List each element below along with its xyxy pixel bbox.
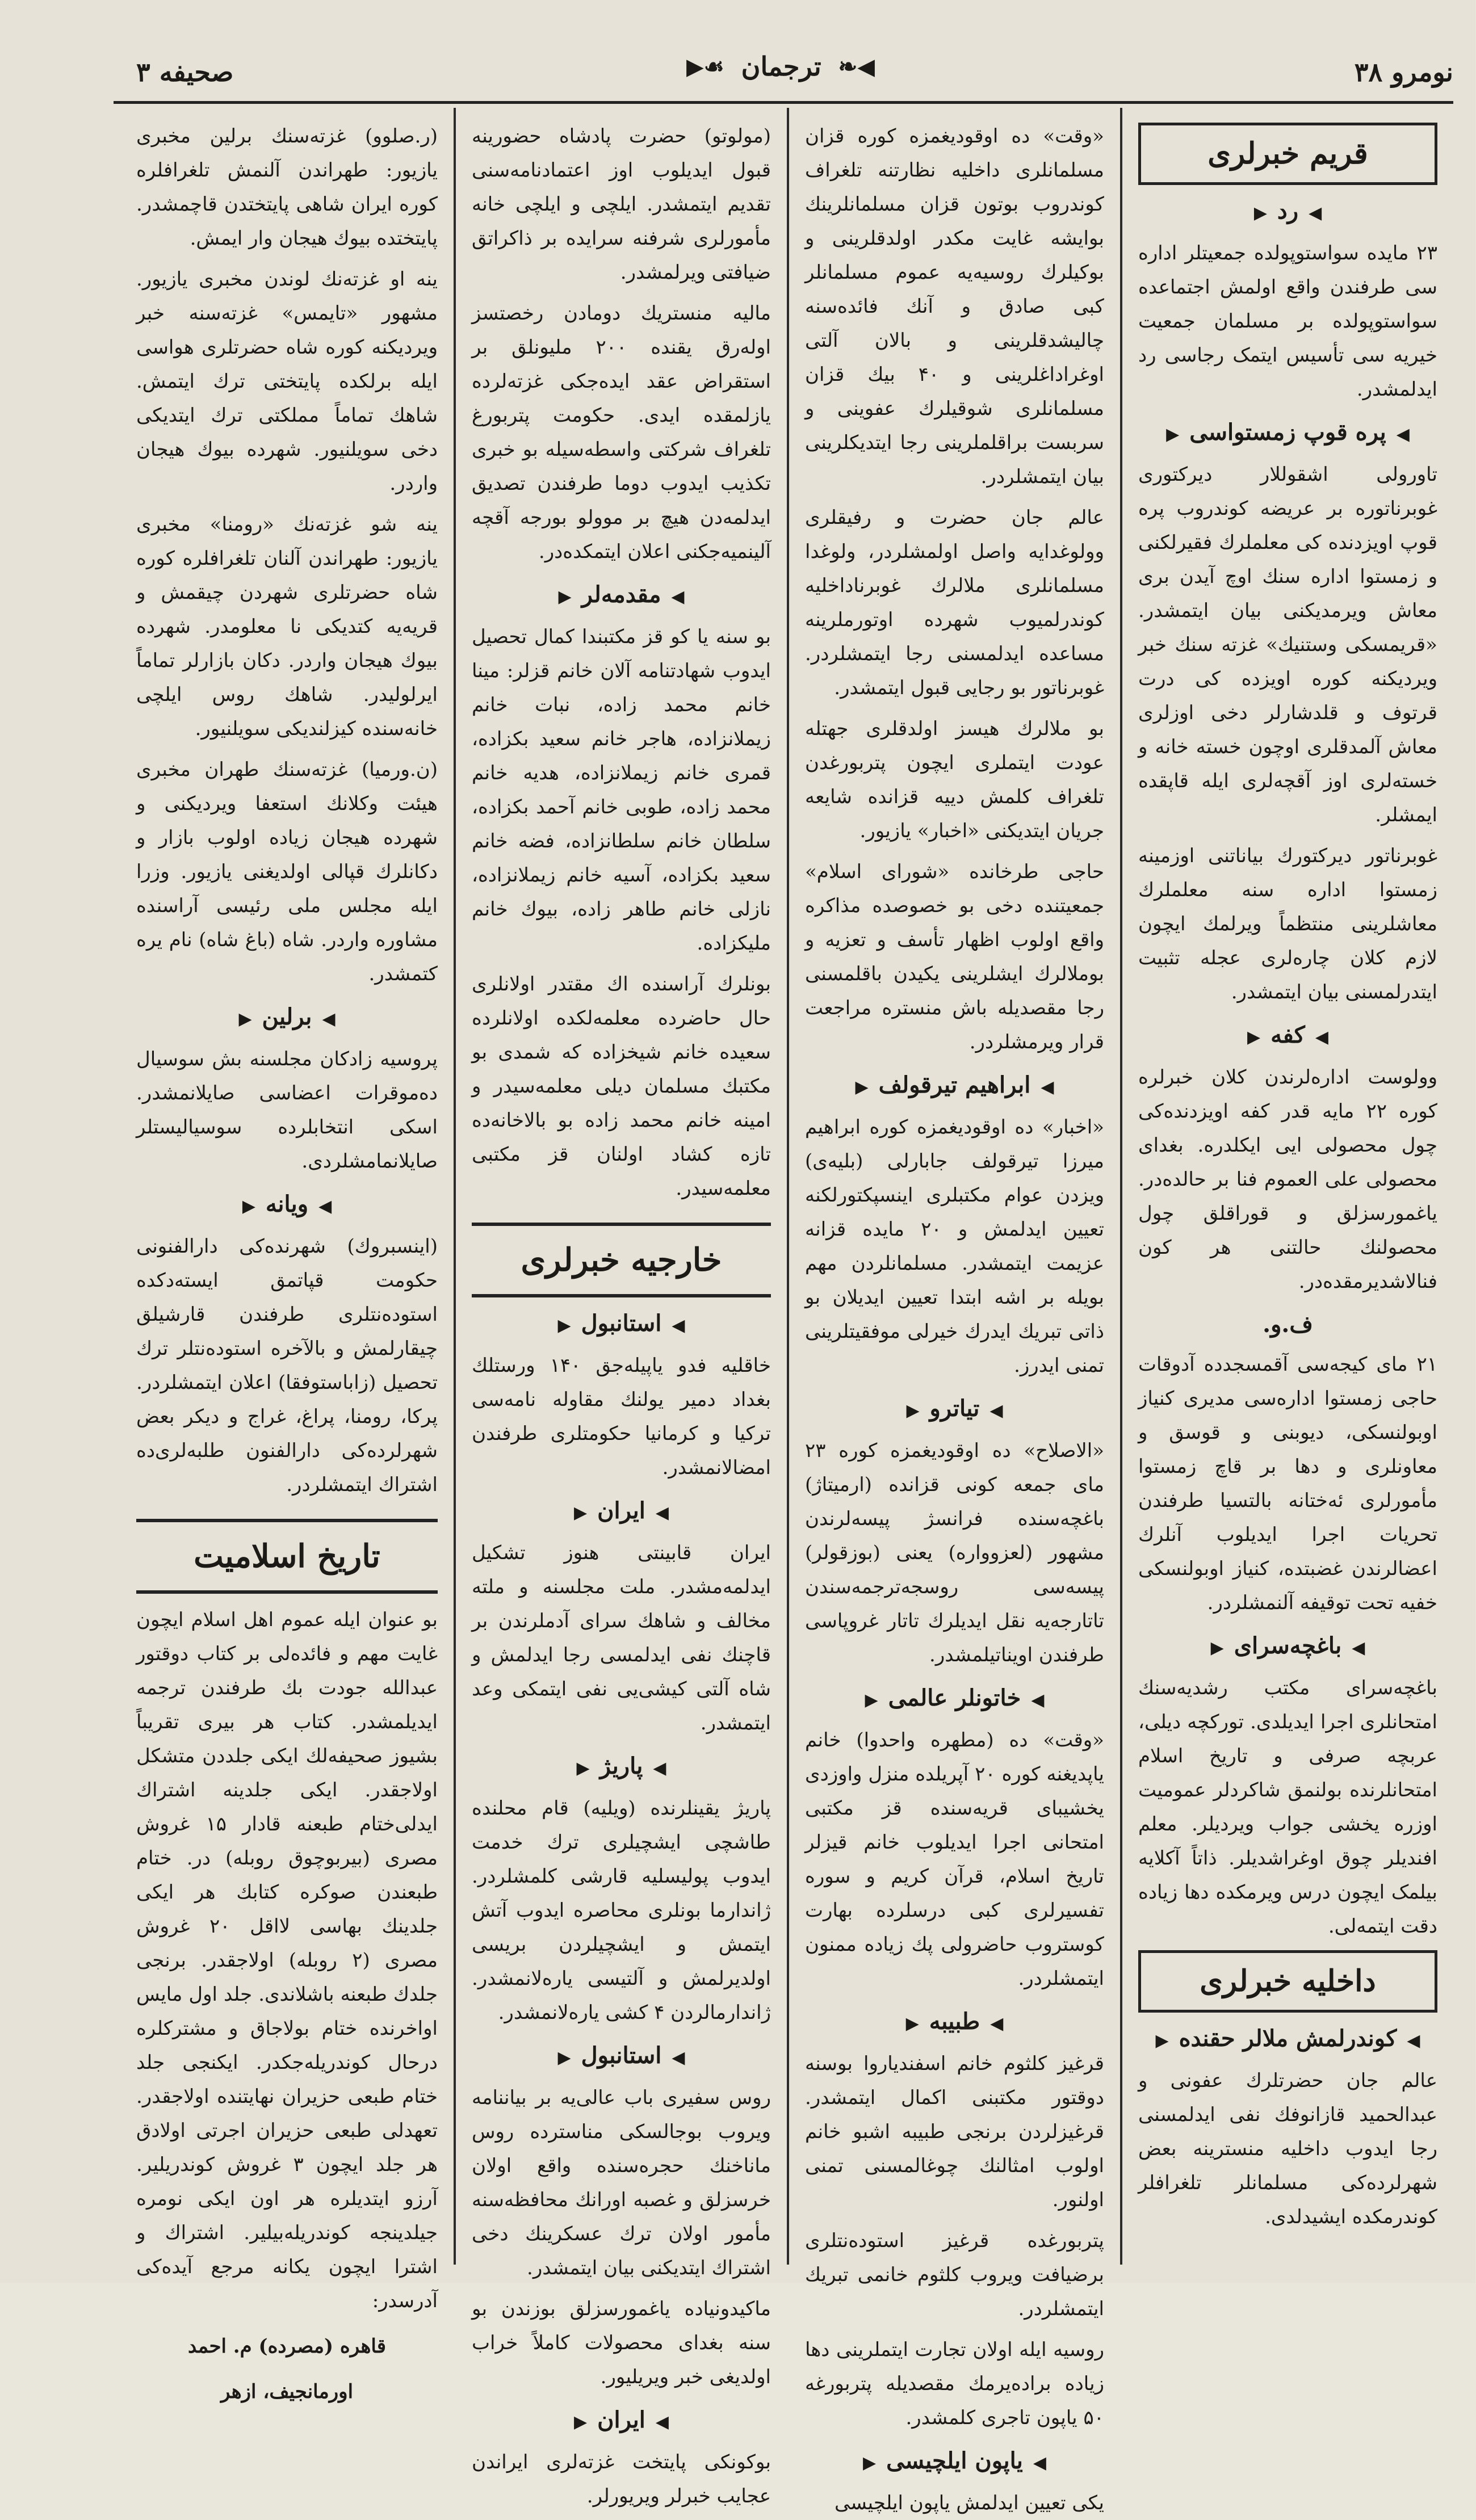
article-iran-2: بوکونکی پایتخت غزته‌لری ایراندن عجایب خبرلر ویریورلر. — [472, 2451, 771, 2508]
column-crimea-news — [1120, 108, 1453, 2265]
paper-name-block — [686, 51, 875, 82]
article-iran-1: ایران قابینتی هنوز تشکیل ایدلمه‌مشدر. ملت مجلسنه و ملته مخالف و شاهك سرای آدملرندن بر قاچنك نفی ایدلمسی رجا ایدلمش و شاه آلتی کیشی‌یی نفی ایتمکی وعد ایتمشدر. — [472, 1542, 771, 1734]
subhead-doctor: ◀طبیبه▶ — [905, 2008, 1004, 2035]
column-kazan-news — [787, 108, 1120, 2514]
article-doctor-2: پتربورغده قرغیز استوده‌نتلری برضیافت ویروب کلثوم خانمی تبریك ایتمشلردر. — [805, 2229, 1104, 2320]
column-iran-and-books — [120, 108, 454, 2403]
subhead-theatre: ◀تیاترو▶ — [906, 1395, 1003, 1422]
article-macedonia: ماکیدونیاده یاغمورسزلق بوزندن بو سنه بغدای محصولات کاملاً خراب اولدیغی خبر ویریلیور. — [472, 2298, 771, 2388]
subhead-kefe: ◀کفه▶ — [1247, 1022, 1328, 1048]
section-title-domestic: داخلیه خبرلری — [1138, 1950, 1437, 2013]
subhead-mullahs: ◀کوندرلمش ملالر حقنده▶ — [1155, 2025, 1420, 2052]
article-shah-2: ینه او غزته‌نك لوندن مخبری یازیور. مشهور «تایمس» غزته‌سنه خبر ویردیکنه کوره شاه حضرتلری هواسی ایله برلکده پایتختی ترك ایتمش. شاهك تماماً مملکتی ترك ایتدیکی دخی سویلنیور. شهرده بیوك هیجان واردر. — [136, 268, 438, 495]
subhead-istanbul-2: ◀استانبول▶ — [557, 2042, 685, 2069]
article-book-announcement: بو عنوان ایله عموم اهل اسلام ایچون غایت مهم و فائده‌لی بر کتاب دوقتور عبدالله جودت بك طرفندن ترجمه ایدیلمشدر. کتاب هر بیری تقریباً بشیوز صحیفه‌لك ایکی جلددن متشکل اولاجقدر. ایکی جلدینه اشتراك ایدلی‌ختام طبعنه قادار ۱۵ غروش مصری (بیربوچوق روبله) در. ختام طبعندن صوکره کتابك هر ایکی جلدینك بهاسی لااقل ۲۰ غروش مصری (۲ روبله) اولاجقدر. برنجی جلدك طبعنه باشلاندی. جلد اول مایس اواخرنده ختام بولاجاق و مشترکلره درحال کوندریله‌جکدر. ایکنجی جلد ختام طبعی حزیران نهایتنده اولاجقدر. تعهدلی طبعی حزیران اجرتی اولادق هر جلد ایچون ۳ غروش کوندریلیر. آرزو ایتدیلره هر اون ایکی نومره جیلدینجه کوندریله‌بیلیر. اشتراك و اشترا ایچون یکانه مرجع آیده‌کی آدرسدر: — [136, 1608, 438, 2312]
article-theatre: «الاصلاح» ده اوقودیغمزه کوره ۲۳ مای جمعه کونی قزانده (ارمیتاژ) باغچه‌سنده فرانسژ پیسه‌لرندن مشهور (لعزوواره) یعنی (بوزقولر) پیسه‌سی روسجه‌ترجمه‌سندن تاتارجه‌یه نقل ایدیلرك تاتار غروپاسی طرفندن اویناتیلمشدر. — [805, 1439, 1104, 1666]
address-line-2: اورمانجیف، ازهر — [220, 2380, 354, 2403]
article-envoy: (مولوتو) حضرت پادشاه حضورینه قبول ایدیلوب اوز اعتمادنامه‌سنی تقدیم ایتمشدر. ایلچی و ایلچی خانه مأمورلری شرفنه سرایده بر ذاکراتق ضیافتی ویرلمشدر. — [472, 125, 771, 284]
article-doctor: قرغیز کلثوم خانم اسفندیاروا بوسنه دوقتور مکتبنی اکمال ایتمشدر. قرغیزلردن برنجی طبیبه اشبو خانم اولوب امثالنك چوغالمسنی تمنی اولنور. — [805, 2052, 1104, 2211]
issue-number: نومرو ۳۸ — [1354, 57, 1453, 87]
article-shah-4: (ن.ورمیا) غزته‌سنك طهران مخبری هیئت وکلانك استعفا ویردیکنی و شهرده هیجان زیاده اولوب بازار و دکانلرك قپالی اولدیغنی یازیور. وزرا ایله مجلس ملی رئیسی آراسنده مشاوره واردر. شاه (باغ شاه) نام یره کتمشدر. — [136, 758, 438, 985]
page-number: صحیفه ۳ — [136, 57, 234, 87]
article-japan-envoy: یکی تعیین ایدلمش یاپون ایلچیسی — [834, 2492, 1104, 2514]
article-kefe: وولوست اداره‌لرندن کلان خبرلره کوره ۲۲ مایه قدر کفه اویزدنده‌کی چول محصولی ایی ایکلدره. بغدای محصولی علی العموم فنا بر حالده‌در. یاغمورسزلق و قوراقلق چول محصولنك حالتنی هر کون فنالاشدیرمقده‌در. — [1138, 1066, 1437, 1293]
ornament-left-icon: ◀❧ — [838, 53, 875, 80]
article-istanbul-1: خاقلیه فدو یاپیله‌جق ۱۴۰ ورستلك بغداد دمیر یولنك مقاوله نامه‌سی ترکیا و کرمانیا حکومتلری طرفندن امضالانمشدر. — [472, 1354, 771, 1479]
subhead-fv: ف.و. — [1263, 1311, 1313, 1338]
subhead-bakhchisaray: ◀باغچه‌سرای▶ — [1210, 1632, 1365, 1659]
subhead-perekop: ◀پره قوپ زمستواسی▶ — [1166, 419, 1410, 446]
subhead-japan-envoy: ◀یاپون ایلچیسی▶ — [863, 2447, 1046, 2474]
article-shah-1: (ر.صلوو) غزته‌سنك برلین مخبری یازیور: طهراندن آلنمش تلغرافلره کوره ایران شاهی پایتختدن قاچمشدر. پایتختده بیوك هیجان وار ایمش. — [136, 125, 438, 250]
article-ibrahim: «اخبار» ده اوقودیغمزه کوره ابراهیم میرزا تیرقولف جابارلی (بلیه‌ی) ویزدن عوام مکتبلری اینسپکتورلکنه تعیین ایدلمش و ۲۰ مایده قزانه عزیمت ایتمشدر. مسلمانلردن مهم بویله بر اشه ابتدا تعیین ایدیلان بو ذاتی تبریك ایدرك خیرلی موفقیتلرینی تمنی ایدرز. — [805, 1116, 1104, 1377]
article-perekop: تاورولی اشقوللار دیرکتوری غوبرناتوره بر عریضه کوندروب پره قوپ اویزدنده کی معلملرك فقیرلکنی و زمستوا اداره سنك اوچ آیدن بری معاش ویرمدیکنی بیان ایتمشدر. «قریمسکی وستنیك» غزته سنك خبر ویردیکنه کوره اویزده کی درت قرتوف و قلدشارلر دخی اوزلری معاش آلمدقلری اوچون خسته خانه و خسته‌لری اوز آقچه‌لری ایله قاپقده ایمشلر. — [1138, 463, 1437, 826]
article-japan-trade: روسیه ایله اولان تجارت ایتملرینی دها زیاده براده‌یرمك مقصدیله پتربورغه ۵۰ یاپون تاجری کلمشدر. — [805, 2338, 1104, 2429]
section-title-crimea: قریم خبرلری — [1138, 123, 1437, 185]
article-perekop-2: غوبرناتور دیرکتورك بیاناتنی اوزمینه زمستوا اداره سنه معلملرك معاشلرینی منتظماً ویرلمك ایچون لازم کلان چاره‌لری عجله تثبیت ایتدرلمسنی بیان ایتمشدر. — [1138, 845, 1437, 1003]
article-paris: پاریژ یقینلرنده (ویلیه) قام محلنده طاشچی ایشچیلری ترك خدمت ایدوب پولیسلیه قارشی کلمشلردر. ژاندارما بونلری محاصره ایدوب آتش ایتمش و ایشچیلردن بریسی اولدیرلمش و آلتیسی یارەلانمشدر. ژاندارمالردن ۴ کشی یاره‌لانمشدر. — [472, 1797, 771, 2024]
subhead-iran-1: ◀ایران▶ — [574, 1497, 669, 1524]
article-akmesjit: ۲۱ مای کیجه‌سی آقمسجدده آدوقات حاجی زمستوا اداره‌سی مدیری کنیاز اوبولنسکی، دیوبنی و قوسق و معاونلری و دها بر قاچ زمستوا مأمورلری ئه‌ختانه بالتسیا طرفندن تحریات اجرا ایدیلوب آنلرك اعضالرندن غضبتده، کنیاز اوبولنسکی خفیه تحت توقیفه آلنمشلردر. — [1138, 1353, 1437, 1614]
article-kazan-1: «وقت» ده اوقودیغمزه کوره قزان مسلمانلری داخلیه نظارتنه تلغراف کوندروب بوتون قزان مسلمانلرینك بوایشه غایت مکدر اولدقلرینی و بوکیلرك روسیه‌یه عموم مسلمانلر کبی صادق و آنك فائده‌سنه چالیشدقلرینی و بالان آلتی اوغراداغلرینی و ۴۰ بیك قزان مسلمانلری شوقیلرك عفوینی و سربست براقلملرینی رجا ایتدیکلرینی بیان ایتمشلردر. — [805, 125, 1104, 488]
article-rejection: ۲۳ مایده سواستوپولده جمعیتلر اداره سی طرفندن واقع اولمش اجتماعده سواستوپولده بر مسلمان جمعیت خیریه سی تأسیس ایتمک رجاسی رد ایدلمشدر. — [1138, 242, 1437, 401]
article-women: «وقت» ده (مطهره واحدوا) خانم یاپدیغنه کوره ۲۰ آپریلده منزل واوزدی یخشیبای قریه‌سنده قز مکتبی امتحانی اجرا ایدیلوب خانم قیزلر تاریخ اسلام، قرآن کریم و سوره تفسیرلری کبی درسلرده بهارت کوستروب حاضرولی پك زیاده ممنون ایتمشلردر. — [805, 1729, 1104, 1990]
subhead-ibrahim: ◀ابراهیم تیرقولف▶ — [855, 1072, 1054, 1098]
article-istanbul-2: روس سفیری باب عالی‌یه بر بیاننامه ویروب بوجالسکی مناسترده روس ماناخنك حجره‌سنده واقع اولان خرسزلق و غصبه اورانك محافظه‌سنه مأمور اولان ترك عسکرینك دخی اشتراك ایتدیکنی بیان ایتمشدر. — [472, 2086, 771, 2279]
article-graduates-2: بونلرك آراسنده اك مقتدر اولانلری حال حاضرده معلمه‌لکده اولانلرده سعیده خانم شیخزاده که شمدی بو مکتبك مسلمان دیلی معلمه‌سیدر و امینه خانم محمد زاده بو بالاخانه‌ده تازه کشاد اولنان قز مکتبی معلمه‌سیدر. — [472, 973, 771, 1200]
subhead-women: ◀خاتونلر عالمی▶ — [865, 1685, 1045, 1711]
article-bakhchisaray: باغچه‌سرای مکتب رشدیه‌سنك امتحانلری اجرا ایدیلدی. تورکچه دیلی، عربچه صرفی و تاریخ اسلام امتحانلرنده بولنمق شاکردلر عمومیت اوزره یخشی جواب ویردیلر. معلم افندیلر چوق اوغراشدیلر. ذاتاً آکلایه بیلمک ایچون درس ویرمکده دها زیاده دقت ایتمه‌لی. — [1138, 1677, 1437, 1938]
subhead-rejection: ◀رد▶ — [1253, 198, 1322, 224]
subhead-paris: ◀پاریژ▶ — [576, 1753, 666, 1779]
article-berlin: پروسیه زادکان مجلسنه بش سوسیال دەموقرات اعضاسی صایلانمشدر. اسکی انتخابلرده سوسیالیستلر صایلانمامشلردی. — [136, 1048, 438, 1173]
masthead — [85, 40, 1476, 108]
paper-name: ترجمان — [741, 51, 821, 82]
masthead-rule — [114, 101, 1453, 104]
subhead-graduates: ◀مقدمه‌لر▶ — [558, 581, 685, 608]
address-line-1: قاهره (مصرده) م. احمد — [187, 2335, 387, 2358]
subhead-istanbul-1: ◀استانبول▶ — [557, 1310, 685, 1337]
article-mullahs: عالم جان حضرتلرك عفونی و عبدالحمید قازانوفك نفی ایدلمسنی رجا ایدوب داخلیه منسترینه بعض شهرلرده‌کی مسلمانلر تلغرافلر کوندرمکده ایشیدلدی. — [1138, 2069, 1437, 2228]
subhead-berlin: ◀برلین▶ — [238, 1003, 336, 1030]
article-shah-3: ینه شو غزته‌نك «رومنا» مخبری یازیور: طهراندن آلنان تلغرافلره کوره شاه حضرتلری شهردن چیقمش و قریه‌یه کتدیکی نا معلومدر. شهرده بیوك هیجان واردر. دکان بازارلر تماماً ایرلولیدر. شاهك روس ایلچی خانه‌سنده کیزلندیکی سویلنیور. — [136, 513, 438, 740]
section-title-islamic-history: تاریخ اسلامیت — [136, 1519, 438, 1594]
article-finance: مالیه منستریك دومادن رخصتسز اولەرق یقنده ۲۰۰ ملیونلق بر استقراض عقد ایده‌جکی غزته‌لرده یازلمقده ایدی. حکومت پتربورغ تلغراف شرکتی واسطه‌سیله بو خبری تکذیب ایدوب دوما طرفندن تصدیق ایدلمه‌دن هیچ بر موولو بورجه آقچه آلینمیه‌جکنی اعلان ایتمکده‌در. — [472, 302, 771, 563]
columns — [119, 108, 1453, 2514]
article-graduates: بو سنه یا کو قز مکتبندا کمال تحصیل ایدوب شهادتنامه آلان خانم قزلر: مینا خانم محمد زاده، نبات خانم زیملانزاده، هاجر خانم سعید بکزاده، قمری خانم زیملانزاده، هدیه خانم محمد زاده، طوبی خانم آحمد بکزاده، سلطان خانم سلطانزاده، فضه خانم سعید بکزاده، آسیه خانم زیملانزاده، نازلی خانم طاهر زاده، بیوك خانم ملیکزاده. — [472, 625, 771, 955]
article-kazan-3: بو ملالرك هیسز اولدقلری جهتله عودت ایتملری ایچون پتربورغدن تلغراف کلمش دییه قزانده شایعه جریان ایتدیکنی «اخبار» یازیور. — [805, 717, 1104, 842]
article-kazan-2: عالم جان حضرت و رفیقلری وولوغدایه واصل اولمشلردر، ولوغدا مسلمانلری ملالرك غوبرناداخلیه کوندرلمیوب شهرده اوتورملرینه مساعده ایدلمسنی رجا ایتمشلردر. غوبرناتور بو رجایی قبول ایتمشدر. — [805, 506, 1104, 699]
section-title-foreign: خارجیه خبرلری — [472, 1223, 771, 1297]
article-kazan-4: حاجی طرخانده «شورای اسلام» جمعیتنده دخی بو خصوصده مذاکره واقع اولوب اظهار تأسف و تعزیه و بوملالرك ایشلرینی یکیدن باقلمسنی رجا مقصدیله باش منستره مراجعت قرار ویرمشلردر. — [805, 860, 1104, 1053]
subhead-iran-2: ◀ایران▶ — [574, 2406, 669, 2433]
column-foreign-news — [454, 108, 787, 2508]
article-vienna: (اینسبروك) شهرنده‌کی دارالفنونی حکومت قپاتمق ایسته‌دکده استوده‌نتلری طرفندن قارشیلق چیقارلمش و بالآخره استوده‌نتلر ترك تحصیل (زاباستوفقا) اعلان ایتمشلردر. پرکا، رومنا، پراغ، غراج و دیکر بعض شهرلرده‌کی دارالفنون طلبه‌لری‌ده اشتراك ایتمشلردر. — [136, 1235, 438, 1496]
ornament-right-icon: ☙▶ — [686, 53, 724, 80]
subhead-vienna: ◀ویانه▶ — [242, 1191, 332, 1217]
